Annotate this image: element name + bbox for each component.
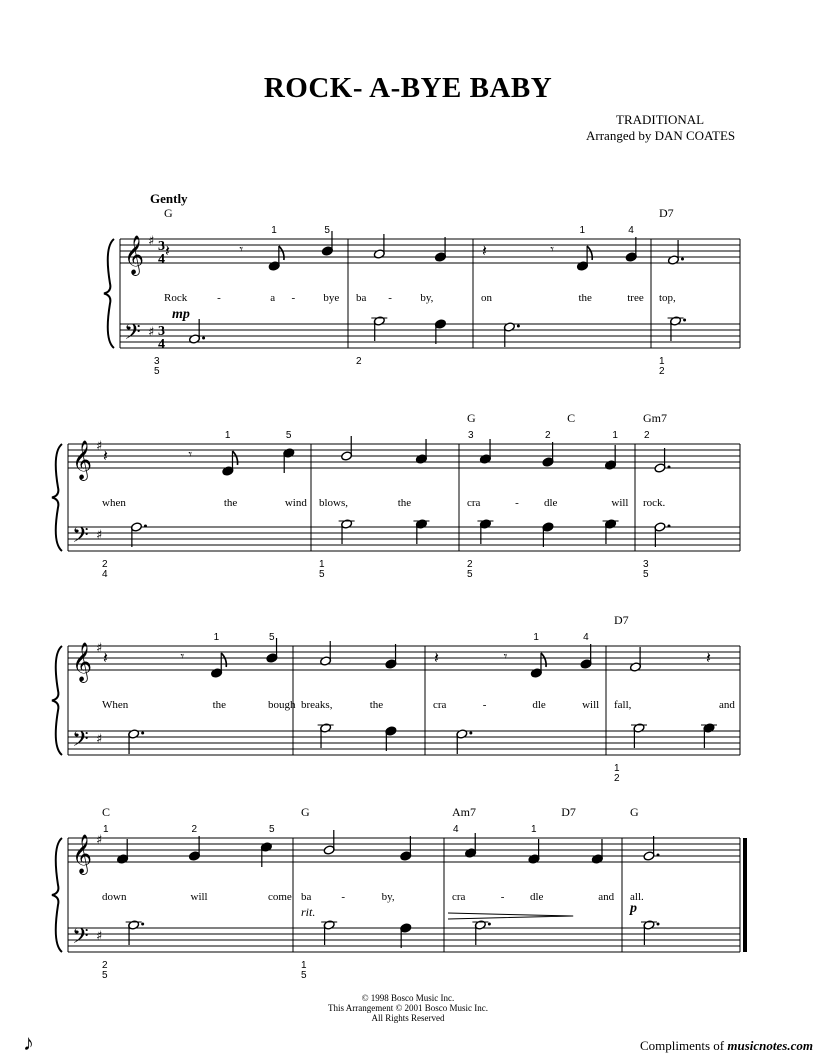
- quarter-rest-icon: 𝄽: [434, 648, 439, 667]
- dot: [144, 525, 147, 528]
- lyric-syllable: a: [270, 292, 276, 304]
- time-sig-top: 3: [158, 239, 165, 254]
- dot: [657, 854, 660, 857]
- fingering-number: 1: [579, 225, 586, 236]
- lyric-syllable: will: [190, 891, 208, 903]
- chord-symbol: C: [567, 411, 576, 425]
- dot: [141, 923, 144, 926]
- eighth-rest-icon: 𝄾: [188, 447, 193, 463]
- lyric-syllable: breaks,: [301, 699, 333, 711]
- composer-credit: TRADITIONAL: [616, 112, 705, 127]
- lyric-syllable: and: [598, 891, 615, 903]
- dot: [683, 319, 686, 322]
- chord-symbol: G: [630, 805, 639, 819]
- lyric-syllable: -: [515, 497, 519, 509]
- fingering-number: 2: [644, 430, 650, 441]
- lyric-syllable: the: [578, 292, 592, 304]
- chord-symbol: G: [467, 411, 476, 425]
- treble-clef-icon: 𝄞: [72, 440, 93, 480]
- fingering-number: 5: [285, 430, 292, 441]
- lyric-syllable: the: [369, 699, 384, 711]
- lyric-syllable: on: [481, 292, 492, 304]
- dot: [488, 923, 491, 926]
- lyric-syllable: ba: [301, 891, 312, 903]
- lyric-syllable: -: [500, 891, 505, 903]
- lyric-syllable: will: [582, 699, 600, 711]
- bass-clef-icon: 𝄢: [72, 523, 89, 553]
- lyric-syllable: Rock: [164, 292, 188, 304]
- footer-credit[interactable]: [640, 1038, 813, 1054]
- sharp-icon: ♯: [148, 234, 155, 249]
- fingering-number: 2: [102, 960, 108, 971]
- lyric-syllable: will: [611, 497, 629, 509]
- lyric-syllable: the: [397, 497, 412, 509]
- fingering-number: 5: [154, 366, 160, 377]
- brace: [52, 444, 62, 551]
- bass-clef-icon: 𝄢: [72, 924, 89, 954]
- fingering-number: 1: [533, 632, 539, 643]
- dot: [202, 337, 205, 340]
- fingering-number: 1: [224, 430, 231, 441]
- tempo-marking: Gently: [150, 191, 188, 206]
- sharp-icon: ♯: [96, 439, 103, 454]
- chord-symbol: Am7: [452, 805, 476, 819]
- fingering-number: 3: [154, 356, 160, 367]
- dot: [667, 466, 670, 469]
- lyric-syllable: the: [223, 497, 238, 509]
- chord-symbol: D7: [659, 206, 674, 220]
- fingering-number: 5: [467, 569, 473, 580]
- song-title: ROCK- A-BYE BABY: [263, 72, 553, 104]
- fingering-number: 1: [301, 960, 307, 971]
- dot: [681, 258, 684, 261]
- lyric-syllable: ba: [356, 292, 367, 304]
- dynamic-marking: p: [630, 901, 637, 916]
- fingering-number: 2: [614, 773, 620, 784]
- fingering-number: 2: [191, 824, 198, 835]
- footer-prefix: Compliments of: [640, 1038, 728, 1053]
- fingering-number: 5: [268, 824, 275, 835]
- quarter-rest-icon: 𝄽: [165, 241, 170, 260]
- lyric-syllable: bough: [267, 699, 296, 711]
- sharp-icon: ♯: [148, 325, 155, 340]
- lyric-syllable: -: [217, 292, 221, 304]
- fingering-number: 5: [268, 632, 275, 643]
- flag: [232, 451, 237, 465]
- lyric-syllable: -: [388, 292, 392, 304]
- quarter-rest-icon: 𝄽: [706, 648, 711, 667]
- time-sig-top: 3: [158, 324, 165, 339]
- lyric-syllable: by,: [420, 292, 434, 304]
- fingering-number: 1: [612, 430, 618, 441]
- fingering-number: 5: [102, 970, 108, 981]
- quarter-rest-icon: 𝄽: [103, 446, 108, 465]
- lyric-syllable: -: [291, 292, 296, 304]
- sharp-icon: ♯: [96, 732, 103, 747]
- chord-symbol: G: [164, 206, 173, 220]
- fingering-number: 1: [319, 559, 325, 570]
- fingering-number: 2: [659, 366, 665, 377]
- fingering-number: 1: [213, 632, 220, 643]
- lyric-syllable: -: [341, 891, 345, 903]
- chord-symbol: Gm7: [643, 411, 667, 425]
- dot: [517, 325, 520, 328]
- chord-symbol: D7: [561, 805, 576, 819]
- lyric-syllable: and: [719, 699, 735, 711]
- footer-site-link[interactable]: musicnotes.com: [727, 1038, 813, 1053]
- fingering-number: 3: [468, 430, 474, 441]
- fingering-number: 1: [271, 225, 277, 236]
- fingering-number: 2: [467, 559, 473, 570]
- quarter-rest-icon: 𝄽: [482, 241, 487, 260]
- flag: [541, 653, 546, 667]
- fingering-number: 1: [614, 763, 620, 774]
- fingering-number: 2: [102, 559, 108, 570]
- dot: [667, 525, 670, 528]
- fingering-number: 5: [301, 970, 307, 981]
- sharp-icon: ♯: [96, 929, 103, 944]
- quarter-rest-icon: 𝄽: [103, 648, 108, 667]
- lyric-syllable: wind: [284, 497, 307, 509]
- eighth-rest-icon: 𝄾: [239, 242, 244, 258]
- sharp-icon: ♯: [96, 528, 103, 543]
- dot: [657, 923, 660, 926]
- treble-clef-icon: 𝄞: [124, 235, 145, 275]
- brace: [104, 239, 114, 348]
- lyric-syllable: the: [212, 699, 227, 711]
- lyric-syllable: bye: [323, 292, 340, 304]
- fingering-number: 1: [531, 824, 537, 835]
- treble-clef-icon: 𝄞: [72, 642, 93, 682]
- lyric-syllable: down: [102, 891, 127, 903]
- lyric-syllable: blows,: [319, 497, 349, 509]
- fingering-number: 3: [643, 559, 649, 570]
- musicnotes-logo-icon: ♪: [23, 1030, 34, 1055]
- fingering-number: 2: [356, 356, 362, 367]
- chord-symbol: D7: [614, 613, 629, 627]
- fingering-number: 4: [102, 569, 108, 580]
- copyright-line-3: All Rights Reserved: [371, 1013, 445, 1023]
- lyric-syllable: by,: [381, 891, 395, 903]
- treble-clef-icon: 𝄞: [72, 834, 93, 874]
- dynamic-marking: mp: [172, 307, 190, 322]
- lyric-syllable: when: [102, 497, 126, 509]
- lyric-syllable: dle: [532, 699, 546, 711]
- lyric-syllable: rock.: [643, 497, 666, 509]
- dot: [469, 732, 472, 735]
- fingering-number: 5: [324, 225, 330, 236]
- fingering-number: 4: [453, 824, 459, 835]
- eighth-rest-icon: 𝄾: [180, 649, 185, 665]
- lyric-syllable: top,: [659, 292, 676, 304]
- sharp-icon: ♯: [96, 641, 103, 656]
- expression-marking: rit.: [301, 905, 316, 919]
- lyric-syllable: When: [102, 699, 129, 711]
- eighth-rest-icon: 𝄾: [550, 242, 554, 258]
- time-sig-bottom: 4: [158, 337, 165, 352]
- decrescendo-hairpin: [448, 913, 573, 919]
- brace: [52, 838, 62, 952]
- time-sig-bottom: 4: [158, 252, 165, 267]
- dot: [141, 732, 144, 735]
- fingering-number: 4: [583, 632, 589, 643]
- chord-symbol: G: [301, 805, 310, 819]
- flag: [279, 246, 284, 260]
- lyric-syllable: -: [482, 699, 487, 711]
- fingering-number: 1: [103, 824, 109, 835]
- eighth-rest-icon: 𝄾: [503, 649, 508, 665]
- lyric-syllable: fall,: [614, 699, 632, 711]
- lyric-syllable: come: [267, 891, 292, 903]
- copyright-line-1: © 1998 Bosco Music Inc.: [361, 993, 455, 1003]
- lyric-syllable: cra: [433, 699, 447, 711]
- bass-clef-icon: 𝄢: [124, 320, 141, 350]
- fingering-number: 4: [628, 225, 634, 236]
- flag: [221, 653, 226, 667]
- fingering-number: 1: [659, 356, 665, 367]
- fingering-number: 2: [545, 430, 551, 441]
- sharp-icon: ♯: [96, 833, 103, 848]
- lyric-syllable: all.: [630, 891, 644, 903]
- copyright-line-2: This Arrangement © 2001 Bosco Music Inc.: [327, 1003, 489, 1013]
- chord-symbol: C: [102, 805, 111, 819]
- bass-clef-icon: 𝄢: [72, 727, 89, 757]
- flag: [587, 246, 592, 260]
- lyric-syllable: dle: [530, 891, 544, 903]
- fingering-number: 5: [643, 569, 649, 580]
- lyric-syllable: tree: [627, 292, 644, 304]
- final-barline: [743, 838, 747, 952]
- arranger-credit: Arranged by DAN COATES: [586, 128, 736, 143]
- fingering-number: 5: [319, 569, 325, 580]
- lyric-syllable: cra: [467, 497, 481, 509]
- brace: [52, 646, 62, 755]
- lyric-syllable: cra: [452, 891, 466, 903]
- lyric-syllable: dle: [544, 497, 558, 509]
